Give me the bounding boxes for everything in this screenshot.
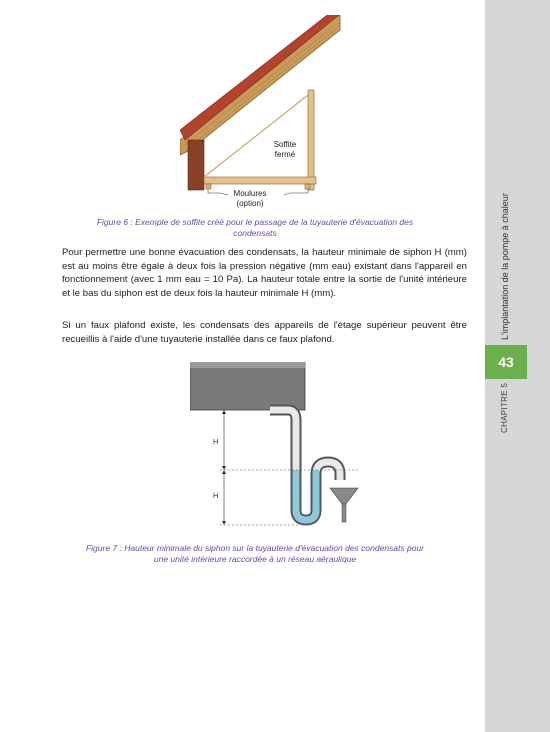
rafter-grain	[188, 28, 337, 148]
figure6-caption: Figure 6 : Exemple de soffite créé pour le passage de la tuyauterie d'évacuation des condensats	[96, 217, 414, 238]
dim-arrow	[222, 470, 226, 474]
paragraph-2: Si un faux plafond existe, les condensats des appareils de l'étage supérieur peuvent être recueillis à l'aide d'une tuyauterie installée dans ce faux plafond.	[62, 320, 467, 345]
running-title-text: L'implantation de la pompe à chaleur	[500, 193, 510, 340]
vertical-post	[308, 90, 314, 190]
dim-arrow	[222, 466, 226, 470]
label-moulures: Moulures (option)	[233, 189, 267, 208]
leader-line	[284, 189, 308, 195]
figure7-illustration	[190, 362, 390, 537]
figure7-caption: Figure 7 : Hauteur minimale du siphon sur la tuyauterie d'évacuation des condensats pour une unité intérieure raccordée à un réseau aéraulique	[85, 543, 425, 564]
trap-water	[296, 470, 316, 520]
figure6-illustration	[180, 15, 350, 215]
label-soffite: Soffite fermé	[273, 140, 297, 159]
funnel	[330, 488, 358, 504]
moulding-left	[206, 184, 211, 189]
running-title	[496, 180, 516, 340]
h-label-upper: H	[213, 437, 219, 446]
drain-pipe-inner	[270, 410, 340, 520]
paragraph-1: Pour permettre une bonne évacuation des condensats, la hauteur minimale de siphon H (mm) est au moins être égale à deux fois la pression négative (mm eau) existant dans l'appareil en fonctionnement (avec 1 mm eau = 10 Pa). La hauteur totale entre la sortie de l'unité intérieure et le bas du siphon est de deux fois la hauteur minimale H (mm).	[62, 247, 467, 299]
page-number-box	[485, 345, 527, 379]
dim-arrow	[222, 410, 226, 414]
chapter-label-text: CHAPITRE 5	[500, 382, 509, 433]
indoor-unit	[190, 362, 305, 410]
funnel-spout	[342, 504, 346, 522]
dim-arrow	[222, 521, 226, 525]
moulding-right	[305, 184, 310, 189]
wall-block	[188, 140, 204, 190]
soffit-board	[204, 177, 316, 184]
page-number: 43	[498, 354, 514, 370]
h-label-lower: H	[213, 491, 219, 500]
indoor-unit-top	[190, 362, 305, 368]
chapter-label	[496, 382, 516, 435]
